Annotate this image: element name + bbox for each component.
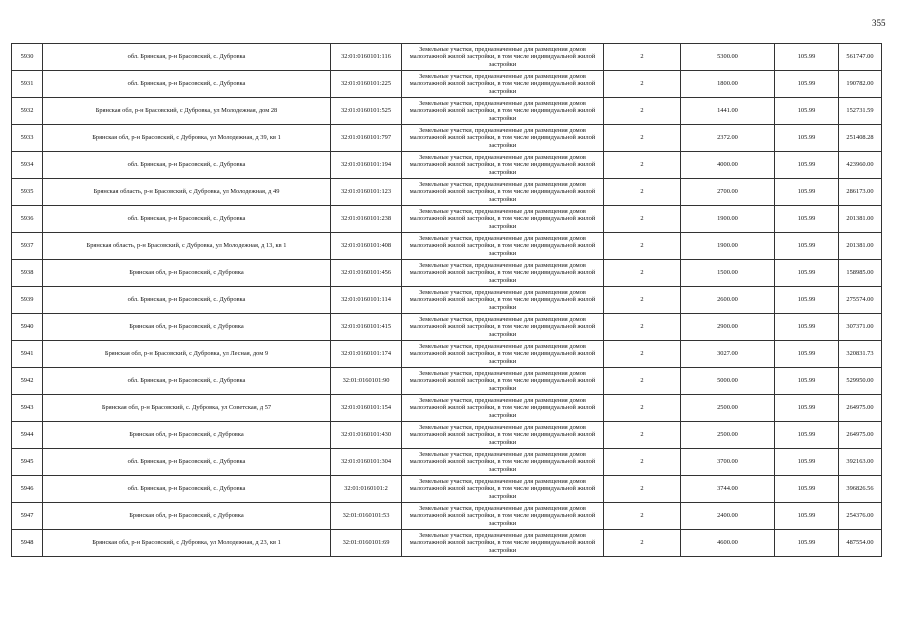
specific-value-cell: 105.99 bbox=[775, 476, 839, 503]
address-cell: Брянская обл, р-н Брасовский, с. Дубровка, ул Советская, д 57 bbox=[43, 395, 331, 422]
land-use-cell: Земельные участки, предназначенные для размещения домов малоэтажной жилой застройки, в том числе индивидуальной жилой застройки bbox=[402, 368, 604, 395]
category-cell: 2 bbox=[604, 314, 681, 341]
land-use-cell: Земельные участки, предназначенные для размещения домов малоэтажной жилой застройки, в том числе индивидуальной жилой застройки bbox=[402, 71, 604, 98]
category-cell: 2 bbox=[604, 179, 681, 206]
cadastral-number-cell: 32:01:0160101:154 bbox=[331, 395, 402, 422]
land-use-cell: Земельные участки, предназначенные для размещения домов малоэтажной жилой застройки, в том числе индивидуальной жилой застройки bbox=[402, 98, 604, 125]
table-row bbox=[12, 341, 882, 368]
address-cell: Брянская область, р-н Брасовский, с Дубровка, ул Молодежная, д 49 bbox=[43, 179, 331, 206]
address-cell: Брянская обл, р-н Брасовский, с Дубровка bbox=[43, 314, 331, 341]
row-number-cell: 5947 bbox=[12, 503, 43, 530]
specific-value-cell: 105.99 bbox=[775, 71, 839, 98]
land-use-cell: Земельные участки, предназначенные для размещения домов малоэтажной жилой застройки, в том числе индивидуальной жилой застройки bbox=[402, 422, 604, 449]
category-cell: 2 bbox=[604, 233, 681, 260]
land-use-cell: Земельные участки, предназначенные для размещения домов малоэтажной жилой застройки, в том числе индивидуальной жилой застройки bbox=[402, 449, 604, 476]
cadastral-value-cell: 158985.00 bbox=[839, 260, 882, 287]
cadastral-value-cell: 286173.00 bbox=[839, 179, 882, 206]
land-use-cell: Земельные участки, предназначенные для размещения домов малоэтажной жилой застройки, в том числе индивидуальной жилой застройки bbox=[402, 503, 604, 530]
specific-value-cell: 105.99 bbox=[775, 368, 839, 395]
cadastral-value-cell: 307371.00 bbox=[839, 314, 882, 341]
table-row bbox=[12, 260, 882, 287]
category-cell: 2 bbox=[604, 206, 681, 233]
category-cell: 2 bbox=[604, 503, 681, 530]
category-cell: 2 bbox=[604, 395, 681, 422]
land-use-cell: Земельные участки, предназначенные для размещения домов малоэтажной жилой застройки, в том числе индивидуальной жилой застройки bbox=[402, 206, 604, 233]
specific-value-cell: 105.99 bbox=[775, 233, 839, 260]
land-use-cell: Земельные участки, предназначенные для размещения домов малоэтажной жилой застройки, в том числе индивидуальной жилой застройки bbox=[402, 476, 604, 503]
row-number-cell: 5940 bbox=[12, 314, 43, 341]
cadastral-value-cell: 396826.56 bbox=[839, 476, 882, 503]
category-cell: 2 bbox=[604, 44, 681, 71]
address-cell: Брянская обл, р-н Брасовский, с Дубровка, ул Молодежная, дом 28 bbox=[43, 98, 331, 125]
page-number: 355 bbox=[872, 18, 886, 28]
category-cell: 2 bbox=[604, 152, 681, 179]
address-cell: обл. Брянская, р-н Брасовский, с. Дубровка bbox=[43, 476, 331, 503]
area-cell: 2500.00 bbox=[681, 422, 775, 449]
specific-value-cell: 105.99 bbox=[775, 530, 839, 557]
address-cell: Брянская обл, р-н Брасовский, с Дубровка bbox=[43, 422, 331, 449]
row-number-cell: 5946 bbox=[12, 476, 43, 503]
row-number-cell: 5948 bbox=[12, 530, 43, 557]
table-row bbox=[12, 422, 882, 449]
table-row bbox=[12, 503, 882, 530]
specific-value-cell: 105.99 bbox=[775, 44, 839, 71]
table-row bbox=[12, 395, 882, 422]
category-cell: 2 bbox=[604, 71, 681, 98]
cadastral-number-cell: 32:01:0160101:408 bbox=[331, 233, 402, 260]
category-cell: 2 bbox=[604, 341, 681, 368]
cadastral-value-cell: 275574.00 bbox=[839, 287, 882, 314]
area-cell: 1800.00 bbox=[681, 71, 775, 98]
category-cell: 2 bbox=[604, 476, 681, 503]
area-cell: 3700.00 bbox=[681, 449, 775, 476]
land-use-cell: Земельные участки, предназначенные для размещения домов малоэтажной жилой застройки, в том числе индивидуальной жилой застройки bbox=[402, 260, 604, 287]
table-row bbox=[12, 449, 882, 476]
cadastral-value-cell: 392163.00 bbox=[839, 449, 882, 476]
area-cell: 1900.00 bbox=[681, 206, 775, 233]
row-number-cell: 5942 bbox=[12, 368, 43, 395]
cadastral-value-cell: 152731.59 bbox=[839, 98, 882, 125]
table-row bbox=[12, 287, 882, 314]
row-number-cell: 5937 bbox=[12, 233, 43, 260]
table-row bbox=[12, 530, 882, 557]
area-cell: 1900.00 bbox=[681, 233, 775, 260]
table-row bbox=[12, 314, 882, 341]
specific-value-cell: 105.99 bbox=[775, 179, 839, 206]
category-cell: 2 bbox=[604, 449, 681, 476]
row-number-cell: 5944 bbox=[12, 422, 43, 449]
row-number-cell: 5941 bbox=[12, 341, 43, 368]
row-number-cell: 5939 bbox=[12, 287, 43, 314]
address-cell: Брянская обл, р-н Брасовский, с Дубровка, ул Молодежная, д 39, кв 1 bbox=[43, 125, 331, 152]
land-use-cell: Земельные участки, предназначенные для размещения домов малоэтажной жилой застройки, в том числе индивидуальной жилой застройки bbox=[402, 314, 604, 341]
cadastral-value-cell: 487554.00 bbox=[839, 530, 882, 557]
area-cell: 2700.00 bbox=[681, 179, 775, 206]
address-cell: обл. Брянская, р-н Брасовский, с. Дубровка bbox=[43, 44, 331, 71]
cadastral-number-cell: 32:01:0160101:430 bbox=[331, 422, 402, 449]
table-row bbox=[12, 71, 882, 98]
table-row bbox=[12, 152, 882, 179]
cadastral-value-cell: 201381.00 bbox=[839, 206, 882, 233]
cadastral-value-cell: 254376.00 bbox=[839, 503, 882, 530]
table-row bbox=[12, 368, 882, 395]
specific-value-cell: 105.99 bbox=[775, 503, 839, 530]
table-row bbox=[12, 476, 882, 503]
land-use-cell: Земельные участки, предназначенные для размещения домов малоэтажной жилой застройки, в том числе индивидуальной жилой застройки bbox=[402, 395, 604, 422]
land-use-cell: Земельные участки, предназначенные для размещения домов малоэтажной жилой застройки, в том числе индивидуальной жилой застройки bbox=[402, 44, 604, 71]
specific-value-cell: 105.99 bbox=[775, 287, 839, 314]
area-cell: 1500.00 bbox=[681, 260, 775, 287]
row-number-cell: 5936 bbox=[12, 206, 43, 233]
cadastral-number-cell: 32:01:0160101:114 bbox=[331, 287, 402, 314]
cadastral-value-cell: 251408.28 bbox=[839, 125, 882, 152]
specific-value-cell: 105.99 bbox=[775, 395, 839, 422]
address-cell: обл. Брянская, р-н Брасовский, с. Дубровка bbox=[43, 206, 331, 233]
cadastral-number-cell: 32:01:0160101:304 bbox=[331, 449, 402, 476]
area-cell: 5000.00 bbox=[681, 368, 775, 395]
category-cell: 2 bbox=[604, 98, 681, 125]
row-number-cell: 5931 bbox=[12, 71, 43, 98]
specific-value-cell: 105.99 bbox=[775, 341, 839, 368]
row-number-cell: 5945 bbox=[12, 449, 43, 476]
row-number-cell: 5934 bbox=[12, 152, 43, 179]
land-use-cell: Земельные участки, предназначенные для размещения домов малоэтажной жилой застройки, в том числе индивидуальной жилой застройки bbox=[402, 125, 604, 152]
row-number-cell: 5932 bbox=[12, 98, 43, 125]
specific-value-cell: 105.99 bbox=[775, 422, 839, 449]
category-cell: 2 bbox=[604, 260, 681, 287]
cadastral-number-cell: 32:01:0160101:456 bbox=[331, 260, 402, 287]
land-use-cell: Земельные участки, предназначенные для размещения домов малоэтажной жилой застройки, в том числе индивидуальной жилой застройки bbox=[402, 152, 604, 179]
cadastral-number-cell: 32:01:0160101:238 bbox=[331, 206, 402, 233]
specific-value-cell: 105.99 bbox=[775, 260, 839, 287]
cadastral-value-cell: 320831.73 bbox=[839, 341, 882, 368]
cadastral-value-cell: 529950.00 bbox=[839, 368, 882, 395]
row-number-cell: 5943 bbox=[12, 395, 43, 422]
cadastral-number-cell: 32:01:0160101:90 bbox=[331, 368, 402, 395]
specific-value-cell: 105.99 bbox=[775, 152, 839, 179]
cadastral-value-cell: 264975.00 bbox=[839, 395, 882, 422]
area-cell: 3744.00 bbox=[681, 476, 775, 503]
specific-value-cell: 105.99 bbox=[775, 98, 839, 125]
specific-value-cell: 105.99 bbox=[775, 125, 839, 152]
cadastral-number-cell: 32:01:0160101:116 bbox=[331, 44, 402, 71]
table-body bbox=[12, 44, 882, 557]
row-number-cell: 5933 bbox=[12, 125, 43, 152]
row-number-cell: 5935 bbox=[12, 179, 43, 206]
address-cell: Брянская обл, р-н Брасовский, с Дубровка bbox=[43, 503, 331, 530]
specific-value-cell: 105.99 bbox=[775, 314, 839, 341]
cadastral-number-cell: 32:01:0160101:53 bbox=[331, 503, 402, 530]
area-cell: 2500.00 bbox=[681, 395, 775, 422]
cadastral-number-cell: 32:01:0160101:69 bbox=[331, 530, 402, 557]
table-row bbox=[12, 44, 882, 71]
category-cell: 2 bbox=[604, 125, 681, 152]
area-cell: 2400.00 bbox=[681, 503, 775, 530]
area-cell: 1441.00 bbox=[681, 98, 775, 125]
specific-value-cell: 105.99 bbox=[775, 449, 839, 476]
cadastral-value-cell: 561747.00 bbox=[839, 44, 882, 71]
land-use-cell: Земельные участки, предназначенные для размещения домов малоэтажной жилой застройки, в том числе индивидуальной жилой застройки bbox=[402, 341, 604, 368]
cadastral-number-cell: 32:01:0160101:2 bbox=[331, 476, 402, 503]
cadastral-value-cell: 264975.00 bbox=[839, 422, 882, 449]
land-use-cell: Земельные участки, предназначенные для размещения домов малоэтажной жилой застройки, в том числе индивидуальной жилой застройки bbox=[402, 179, 604, 206]
area-cell: 3027.00 bbox=[681, 341, 775, 368]
row-number-cell: 5938 bbox=[12, 260, 43, 287]
land-use-cell: Земельные участки, предназначенные для размещения домов малоэтажной жилой застройки, в том числе индивидуальной жилой застройки bbox=[402, 530, 604, 557]
table-row bbox=[12, 206, 882, 233]
cadastral-value-cell: 201381.00 bbox=[839, 233, 882, 260]
land-use-cell: Земельные участки, предназначенные для размещения домов малоэтажной жилой застройки, в том числе индивидуальной жилой застройки bbox=[402, 287, 604, 314]
cadastral-number-cell: 32:01:0160101:194 bbox=[331, 152, 402, 179]
area-cell: 2372.00 bbox=[681, 125, 775, 152]
cadastral-value-cell: 423960.00 bbox=[839, 152, 882, 179]
cadastral-number-cell: 32:01:0160101:123 bbox=[331, 179, 402, 206]
address-cell: Брянская обл, р-н Брасовский, с Дубровка, ул Молодежная, д 23, кв 1 bbox=[43, 530, 331, 557]
address-cell: Брянская область, р-н Брасовский, с Дубровка, ул Молодежная, д 13, кв 1 bbox=[43, 233, 331, 260]
address-cell: обл. Брянская, р-н Брасовский, с. Дубровка bbox=[43, 287, 331, 314]
category-cell: 2 bbox=[604, 368, 681, 395]
table-row bbox=[12, 179, 882, 206]
area-cell: 4000.00 bbox=[681, 152, 775, 179]
table-row bbox=[12, 98, 882, 125]
cadastral-number-cell: 32:01:0160101:174 bbox=[331, 341, 402, 368]
area-cell: 5300.00 bbox=[681, 44, 775, 71]
cadastral-number-cell: 32:01:0160101:525 bbox=[331, 98, 402, 125]
category-cell: 2 bbox=[604, 287, 681, 314]
address-cell: обл. Брянская, р-н Брасовский, с. Дубровка bbox=[43, 152, 331, 179]
land-use-cell: Земельные участки, предназначенные для размещения домов малоэтажной жилой застройки, в том числе индивидуальной жилой застройки bbox=[402, 233, 604, 260]
table-row bbox=[12, 233, 882, 260]
address-cell: Брянская обл, р-н Брасовский, с Дубровка, ул Лесная, дом 9 bbox=[43, 341, 331, 368]
area-cell: 2900.00 bbox=[681, 314, 775, 341]
cadastral-number-cell: 32:01:0160101:415 bbox=[331, 314, 402, 341]
area-cell: 2600.00 bbox=[681, 287, 775, 314]
row-number-cell: 5930 bbox=[12, 44, 43, 71]
area-cell: 4600.00 bbox=[681, 530, 775, 557]
cadastral-number-cell: 32:01:0160101:797 bbox=[331, 125, 402, 152]
specific-value-cell: 105.99 bbox=[775, 206, 839, 233]
cadastral-value-table bbox=[11, 43, 882, 557]
category-cell: 2 bbox=[604, 530, 681, 557]
address-cell: обл. Брянская, р-н Брасовский, с. Дубровка bbox=[43, 71, 331, 98]
table-row bbox=[12, 125, 882, 152]
category-cell: 2 bbox=[604, 422, 681, 449]
address-cell: обл. Брянская, р-н Брасовский, с. Дубровка bbox=[43, 368, 331, 395]
cadastral-number-cell: 32:01:0160101:225 bbox=[331, 71, 402, 98]
address-cell: Брянская обл, р-н Брасовский, с Дубровка bbox=[43, 260, 331, 287]
address-cell: обл. Брянская, р-н Брасовский, с. Дубровка bbox=[43, 449, 331, 476]
cadastral-value-cell: 190782.00 bbox=[839, 71, 882, 98]
